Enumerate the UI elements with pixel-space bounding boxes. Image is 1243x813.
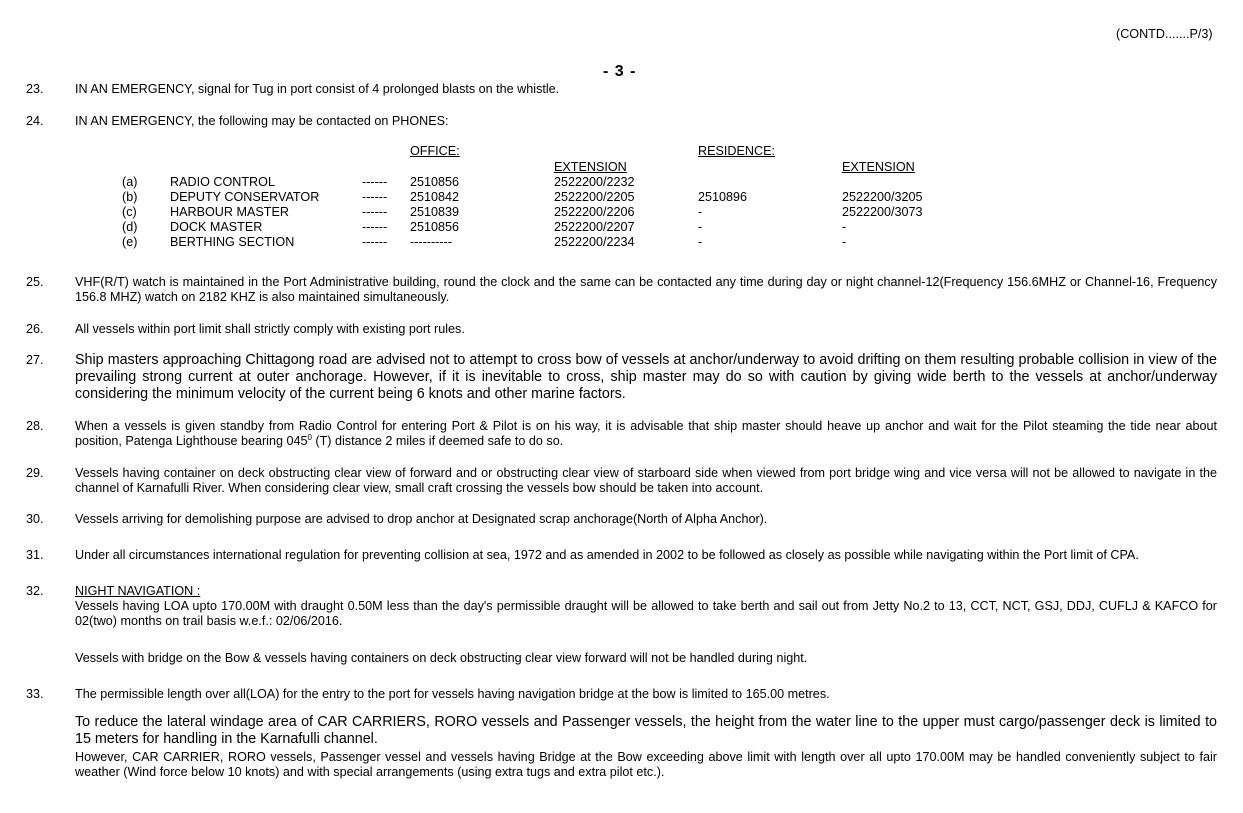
continuation-note: (CONTD.......P/3)	[1116, 27, 1213, 41]
row-letter: (d)	[122, 220, 138, 234]
header-office: OFFICE:	[410, 144, 460, 158]
row-residence: 2510896	[698, 190, 748, 204]
item-text: Ship masters approaching Chittagong road are advised not to attempt to cross bow of vessels at anchor/underway to avoid drifting on them resulting probable collision in view of the prevailing strong current at outer anchorage. However, if it is inevitable to cross, ship master may do so with caution by giving wide berth to the vessels at anchor/underway considering the minimum velocity of the current being 6 knots and other marine factors.	[75, 352, 1217, 402]
row-office: 2510856	[410, 220, 460, 234]
row-office: 2510842	[410, 190, 460, 204]
item-number: 31.	[26, 548, 44, 562]
table-row	[0, 205, 1243, 220]
row-residence-ext: 2522200/3073	[842, 205, 923, 219]
item-number: 26.	[26, 322, 44, 336]
item-text: Vessels with bridge on the Bow & vessels having containers on deck obstructing clear view forward will not be handled during night.	[75, 651, 808, 665]
row-office-ext: 2522200/2232	[554, 175, 635, 189]
item-text-part: (T) distance 2 miles if deemed safe to do so.	[311, 434, 564, 448]
item-text: To reduce the lateral windage area of CAR CARRIERS, RORO vessels and Passenger vessels, the height from the water line to the upper must cargo/passenger deck is limited to 15 meters for handling in the Karnafulli channel.	[75, 714, 1217, 747]
row-letter: (a)	[122, 175, 138, 189]
table-row	[0, 220, 1243, 235]
item-text: Vessels having container on deck obstructing clear view of forward and or obstructing clear view of starboard side when viewed from port bridge wing and vice versa will not be allowed to navigate in the channel of Karnafulli River. When considering clear view, small craft crossing the vessels bow should be taken into account.	[75, 466, 1217, 495]
header-residence: RESIDENCE:	[698, 144, 775, 158]
row-name: BERTHING SECTION	[170, 235, 295, 249]
row-name: HARBOUR MASTER	[170, 205, 289, 219]
item-text: Vessels having LOA upto 170.00M with draught 0.50M less than the day's permissible draught will be allowed to take berth and sail out from Jetty No.2 to 13, CCT, NCT, GSJ, DDJ, CUFLJ & KAFCO for 02(two) months on trail basis w.e.f.: 02/06/2016.	[75, 599, 1217, 628]
item-text: The permissible length over all(LOA) for the entry to the port for vessels having navigation bridge at the bow is limited to 165.00 metres.	[75, 687, 830, 701]
header-residence-extension: EXTENSION	[842, 160, 915, 174]
row-residence: -	[698, 235, 703, 249]
item-text: VHF(R/T) watch is maintained in the Port Administrative building, round the clock and the same can be contacted any time during day or night channel-12(Frequency 156.6MHZ or Channel-16, Frequency 156.8 MHZ) watch on 2182 KHZ is also maintained simultaneously.	[75, 275, 1217, 304]
item-number: 25.	[26, 275, 44, 289]
phone-table	[0, 144, 1243, 254]
row-name: DEPUTY CONSERVATOR	[170, 190, 320, 204]
row-letter: (b)	[122, 190, 138, 204]
row-residence-ext: -	[842, 220, 847, 234]
row-dash: ------	[362, 190, 388, 204]
item-text	[75, 419, 1217, 449]
item-number: 32.	[26, 584, 44, 598]
row-office-ext: 2522200/2234	[554, 235, 635, 249]
row-letter: (c)	[122, 205, 137, 219]
item-text-part: When a vessels is given standby from Radio Control for entering Port & Pilot is on his way, it is advisable that ship master should heave up anchor and wait for the Pilot steaming the tide near about position, Patenga Lighthouse bearing 045	[75, 419, 1217, 448]
row-letter: (e)	[122, 235, 138, 249]
table-row	[0, 190, 1243, 205]
row-office-ext: 2522200/2205	[554, 190, 635, 204]
row-office: 2510839	[410, 205, 460, 219]
row-dash: ------	[362, 235, 388, 249]
item-text: Vessels arriving for demolishing purpose are advised to drop anchor at Designated scrap anchorage(North of Alpha Anchor).	[75, 512, 768, 526]
row-office-ext: 2522200/2206	[554, 205, 635, 219]
row-office: 2510856	[410, 175, 460, 189]
item-number: 28.	[26, 419, 44, 433]
row-residence: -	[698, 220, 703, 234]
item-number: 30.	[26, 512, 44, 526]
row-residence-ext: 2522200/3205	[842, 190, 923, 204]
row-name: DOCK MASTER	[170, 220, 263, 234]
item-text: IN AN EMERGENCY, the following may be contacted on PHONES:	[75, 114, 449, 128]
section-heading: NIGHT NAVIGATION :	[75, 584, 201, 598]
table-row	[0, 175, 1243, 190]
page-number: - 3 -	[603, 63, 637, 80]
row-residence: -	[698, 205, 703, 219]
item-text: Under all circumstances international regulation for preventing collision at sea, 1972 and as amended in 2002 to be followed as closely as possible while navigating within the Port limit of CPA.	[75, 548, 1139, 562]
row-office-ext: 2522200/2207	[554, 220, 635, 234]
degree-superscript: 0	[307, 433, 312, 442]
item-text: All vessels within port limit shall strictly comply with existing port rules.	[75, 322, 465, 336]
row-dash: ------	[362, 175, 388, 189]
item-text: IN AN EMERGENCY, signal for Tug in port consist of 4 prolonged blasts on the whistle.	[75, 82, 560, 96]
item-number: 24.	[26, 114, 44, 128]
row-dash: ------	[362, 205, 388, 219]
table-row	[0, 235, 1243, 250]
row-name: RADIO CONTROL	[170, 175, 275, 189]
item-number: 33.	[26, 687, 44, 701]
item-number: 27.	[26, 353, 44, 367]
row-residence-ext: -	[842, 235, 847, 249]
item-number: 29.	[26, 466, 44, 480]
row-office: ----------	[410, 235, 452, 249]
item-number: 23.	[26, 82, 44, 96]
header-office-extension: EXTENSION	[554, 160, 627, 174]
row-dash: ------	[362, 220, 388, 234]
item-text: However, CAR CARRIER, RORO vessels, Passenger vessel and vessels having Bridge at the Bow exceeding above limit with length over all upto 170.00M may be handled conveniently subject to fair weather (Wind force below 10 knots) and with special arrangements (using extra tugs and extra pilot etc.).	[75, 750, 1217, 779]
